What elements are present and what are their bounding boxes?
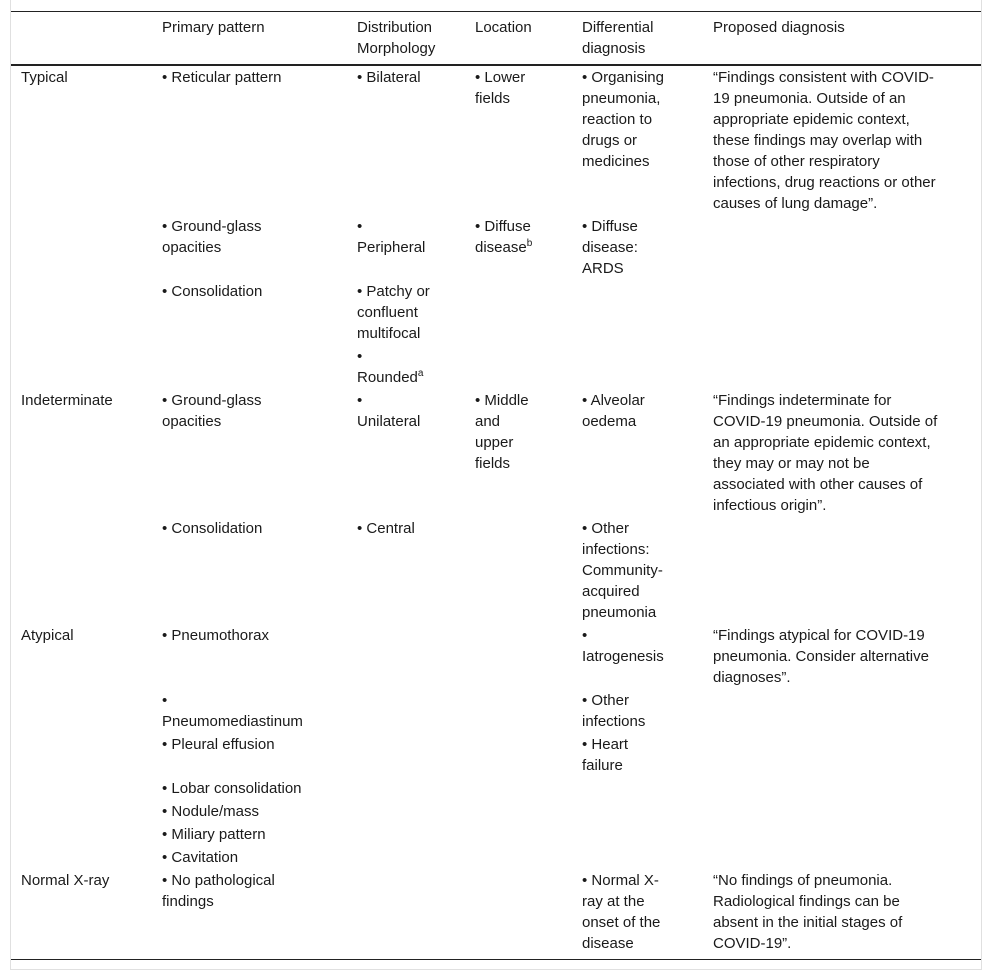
- header-distribution: Distribution: [357, 19, 433, 36]
- footnote-b: b: [526, 238, 533, 249]
- distribution-item: • Bilateral: [357, 69, 421, 86]
- differential-item: • Organising: [582, 69, 664, 86]
- distribution-item: •: [357, 348, 363, 365]
- primary-pattern-item: • Consolidation: [162, 283, 263, 300]
- differential-item: • Normal X-: [582, 872, 659, 889]
- distribution-item: •: [357, 392, 363, 409]
- location-item: fields: [475, 90, 511, 107]
- distribution-item: • Central: [357, 520, 415, 537]
- primary-pattern-item: • Reticular pattern: [162, 69, 282, 86]
- proposed-diagnosis-line: an appropriate epidemic context,: [713, 434, 931, 451]
- footnote-a: a: [417, 368, 424, 379]
- proposed-diagnosis-line: Radiological findings can be: [713, 893, 900, 910]
- primary-pattern-item: • Miliary pattern: [162, 826, 266, 843]
- distribution-item: • Patchy or: [357, 283, 430, 300]
- distribution-item: •: [357, 218, 363, 235]
- category-label: Atypical: [21, 627, 74, 644]
- proposed-diagnosis-line: infections, drug reactions or other: [713, 174, 936, 191]
- differential-item: disease:: [582, 239, 638, 256]
- proposed-diagnosis-line: COVID-19 pneumonia. Outside of: [713, 413, 938, 430]
- location-item: and: [475, 413, 501, 430]
- proposed-diagnosis-line: diagnoses”.: [713, 669, 791, 686]
- differential-item: pneumonia,: [582, 90, 661, 107]
- proposed-diagnosis-line: appropriate epidemic context,: [713, 111, 910, 128]
- location-item: • Lower: [475, 69, 526, 86]
- primary-pattern-item: • Cavitation: [162, 849, 239, 866]
- differential-item: infections:: [582, 541, 650, 558]
- table-top-rule: [11, 11, 981, 12]
- table-bottom-rule: [11, 959, 981, 960]
- header-primary-pattern: Primary pattern: [162, 19, 265, 36]
- differential-item: onset of the: [582, 914, 661, 931]
- header-morphology: Morphology: [357, 40, 436, 57]
- primary-pattern-item: findings: [162, 893, 214, 910]
- differential-item: • Alveolar: [582, 392, 645, 409]
- differential-item: acquired: [582, 583, 640, 600]
- header-diagnosis: diagnosis: [582, 40, 646, 57]
- header-location: Location: [475, 19, 532, 36]
- proposed-diagnosis-line: infectious origin”.: [713, 497, 827, 514]
- location-item: fields: [475, 455, 511, 472]
- differential-item: Iatrogenesis: [582, 648, 664, 665]
- differential-item: pneumonia: [582, 604, 657, 621]
- differential-item: infections: [582, 713, 646, 730]
- differential-item: ray at the: [582, 893, 645, 910]
- proposed-diagnosis-line: those of other respiratory: [713, 153, 880, 170]
- category-label: Typical: [21, 69, 68, 86]
- differential-item: ARDS: [582, 260, 624, 277]
- differential-item: medicines: [582, 153, 650, 170]
- differential-item: •: [582, 627, 588, 644]
- differential-item: • Heart: [582, 736, 629, 753]
- proposed-diagnosis-line: absent in the initial stages of: [713, 914, 903, 931]
- proposed-diagnosis-line: “Findings consistent with COVID-: [713, 69, 934, 86]
- differential-item: reaction to: [582, 111, 653, 128]
- distribution-item: Unilateral: [357, 413, 421, 430]
- differential-item: disease: [582, 935, 634, 952]
- category-label: Normal X-ray: [21, 872, 110, 889]
- proposed-diagnosis-line: COVID-19”.: [713, 935, 792, 952]
- primary-pattern-item: • Pneumothorax: [162, 627, 269, 644]
- proposed-diagnosis-line: “Findings indeterminate for: [713, 392, 892, 409]
- proposed-diagnosis-line: these findings may overlap with: [713, 132, 923, 149]
- proposed-diagnosis-line: 19 pneumonia. Outside of an: [713, 90, 906, 107]
- primary-pattern-item: Pneumomediastinum: [162, 713, 303, 730]
- differential-item: failure: [582, 757, 623, 774]
- distribution-item: multifocal: [357, 325, 421, 342]
- distribution-item: Rounded$^a$: [357, 368, 424, 386]
- primary-pattern-item: • Nodule/mass: [162, 803, 259, 820]
- primary-pattern-item: • Pleural effusion: [162, 736, 275, 753]
- header-differential: Differential: [582, 19, 654, 36]
- differential-item: drugs or: [582, 132, 638, 149]
- location-item: disease$^b$: [475, 238, 533, 256]
- primary-pattern-item: • No pathological: [162, 872, 275, 889]
- proposed-diagnosis-line: associated with other causes of: [713, 476, 923, 493]
- header-bottom-rule: [11, 64, 981, 66]
- distribution-item: Peripheral: [357, 239, 426, 256]
- differential-item: • Other: [582, 692, 629, 709]
- primary-pattern-item: • Lobar consolidation: [162, 780, 302, 797]
- location-item: • Diffuse: [475, 218, 531, 235]
- differential-item: • Other: [582, 520, 629, 537]
- primary-pattern-item: • Ground-glass: [162, 218, 262, 235]
- distribution-item: confluent: [357, 304, 418, 321]
- location-item: • Middle: [475, 392, 529, 409]
- proposed-diagnosis-line: they may or may not be: [713, 455, 870, 472]
- differential-item: Community-: [582, 562, 663, 579]
- proposed-diagnosis-line: causes of lung damage”.: [713, 195, 878, 212]
- primary-pattern-item: • Consolidation: [162, 520, 263, 537]
- primary-pattern-item: •: [162, 692, 168, 709]
- primary-pattern-item: opacities: [162, 239, 222, 256]
- location-item: upper: [475, 434, 514, 451]
- category-label: Indeterminate: [21, 392, 113, 409]
- proposed-diagnosis-line: pneumonia. Consider alternative: [713, 648, 929, 665]
- differential-item: • Diffuse: [582, 218, 638, 235]
- differential-item: oedema: [582, 413, 637, 430]
- proposed-diagnosis-line: “No findings of pneumonia.: [713, 872, 893, 889]
- primary-pattern-item: opacities: [162, 413, 222, 430]
- primary-pattern-item: • Ground-glass: [162, 392, 262, 409]
- header-proposed-diagnosis: Proposed diagnosis: [713, 19, 845, 36]
- proposed-diagnosis-line: “Findings atypical for COVID-19: [713, 627, 925, 644]
